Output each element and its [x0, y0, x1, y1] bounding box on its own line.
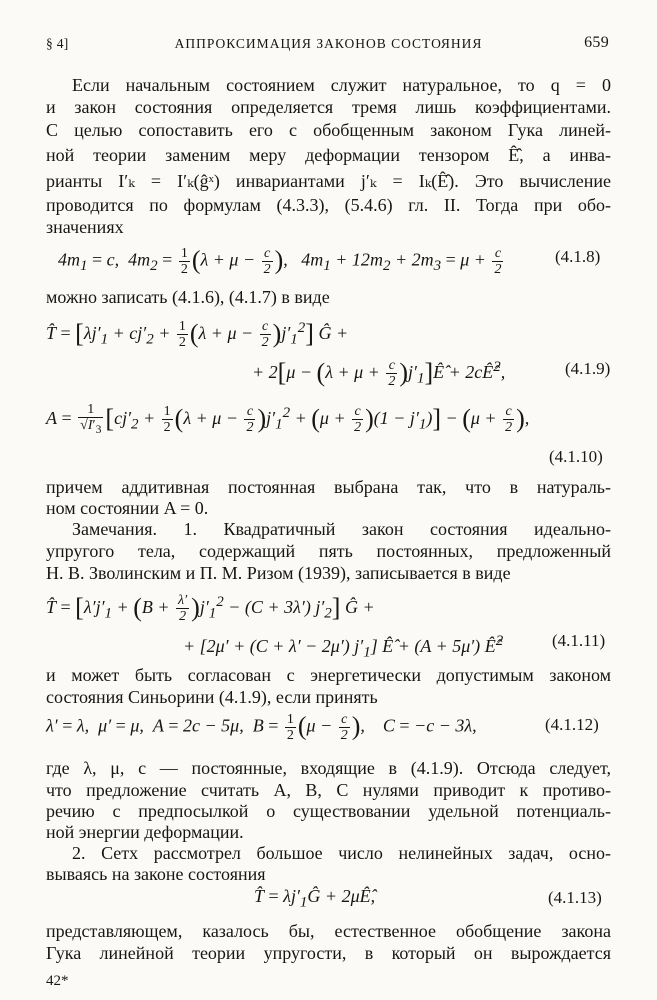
text-line: 2. Сетх рассмотрел большое число нелинейных задач, осно- [72, 843, 611, 863]
text-line: состояния Синьорини (4.1.9), если принять [46, 687, 378, 707]
text-line: Н. В. Зволинским и П. М. Ризом (1939), записывается в виде [46, 563, 511, 583]
equation-number: (4.1.13) [548, 888, 602, 907]
equation-number: (4.1.9) [565, 359, 611, 378]
text-line: и закон состояния определяется тремя лишь коэффициентами. [46, 97, 611, 117]
equation-4-1-10: A = $\frac{1}{√I'_3}$ [$cj'_2$ + $\frac{1}{2}$ (λ + μ − $\frac{c}{2}$ )$j'_1^2 + (\mu$ + $\frac{c}{2}$ )$(1 - j'_1)] - (\mu$ + $\frac{c}{2}$ ), [46, 402, 530, 437]
text-line: представляющем, казалось бы, естественное обобщение закона [46, 921, 611, 941]
section-marker: § 4] [46, 36, 69, 51]
text-line: где λ, μ, c — постоянные, входящие в (4.1.9). Отсюда следует, [46, 758, 611, 778]
equation-4-1-8: $4m_1 = c$, $4m_2$ = $\frac{1}{2}$ (λ + μ − $\frac{c}{2}$ ), $4m_1 + 12m_2 + 2m_3 = \mu$ + $\frac{c}{2}$ [58, 245, 502, 277]
text-line: речию с предпосылкой о существовании удельной потенциаль- [46, 801, 611, 821]
text-line: рианты I′ₖ = I′ₖ(ĝˣ) инвариантами j′ₖ = Iₖ(Ê̂). Это вычисление [46, 171, 611, 191]
text-line: можно записать (4.1.6), (4.1.7) в виде [46, 287, 330, 307]
text-line: ной теории заменим меру деформации тензором Ê̂, а инва- [46, 145, 611, 165]
text-line: ной энергии деформации. [46, 822, 244, 842]
equation-number: (4.1.11) [552, 631, 606, 650]
equation-4-1-13: T̂ = $\lambda j'_1Ĝ$ + 2μÊ̂, [254, 886, 376, 911]
text-line: значениях [46, 217, 124, 237]
text-line: Если начальным состоянием служит натуральное, то q = 0 [72, 75, 611, 95]
text-line: проводится по формулам (4.3.3), (5.4.6) гл. II. Тогда при обо- [46, 195, 611, 215]
text-line: упругого тела, содержащий пять постоянных, предложенный [46, 541, 611, 561]
text-line: причем аддитивная постоянная выбрана так, что в натураль- [46, 477, 611, 497]
text-line: что предложение считать A, B, C нулями приводит к противо- [46, 780, 611, 800]
equation-4-1-12: λ′ = λ, μ′ = μ, A = 2c − 5μ, B = $\frac{1}{2}$ (μ − $\frac{c}{2}$ ), C = −c − 3λ, [46, 711, 477, 743]
text-line: и может быть согласован с энергетически допустимым законом [46, 665, 611, 685]
page-number: 659 [584, 34, 609, 51]
signature-mark: 42* [46, 973, 69, 989]
remarks-line: Замечания. 1. Квадратичный закон состояния идеально- [72, 519, 611, 539]
equation-4-1-9-line-2: + 2[μ − (λ + μ + $\frac{c}{2}$ )$j'_1]Ê̂$ + 2cÊ̂$^2$, [252, 358, 506, 390]
equation-number: (4.1.10) [549, 447, 603, 466]
text-line: Гука линейной теории упругости, в который он вырождается [46, 943, 611, 963]
equation-4-1-9-line-1: T̂ = [$\lambda j'_1 + cj'_2$ + $\frac{1}{2}$ (λ + μ − $\frac{c}{2}$ )$j'_1^2$] Ĝ + [46, 319, 349, 351]
text-line: вываясь на законе состояния [46, 864, 266, 884]
equation-4-1-11-line-1: T̂ = [$\lambda'j'_1 + (B$ + $\frac{\lambda'}{2}$ )$j'_1^2 - (C + 3\lambda')$ $j'_2$] Ĝ + [46, 593, 375, 625]
equation-number: (4.1.12) [545, 715, 599, 734]
running-title: АППРОКСИМАЦИЯ ЗАКОНОВ СОСТОЯНИЯ [174, 36, 483, 51]
equation-number: (4.1.8) [555, 247, 601, 266]
equation-4-1-11-line-2: + [2μ′ + (C + λ′ − 2μ′) $j'_1$] Ê̂ + (A + 5μ′) Ê̂$^2$ [183, 633, 504, 661]
text-line: С целью сопоставить его с обобщенным законом Гука линей- [46, 120, 611, 140]
text-line: ном состоянии A = 0. [46, 498, 209, 518]
